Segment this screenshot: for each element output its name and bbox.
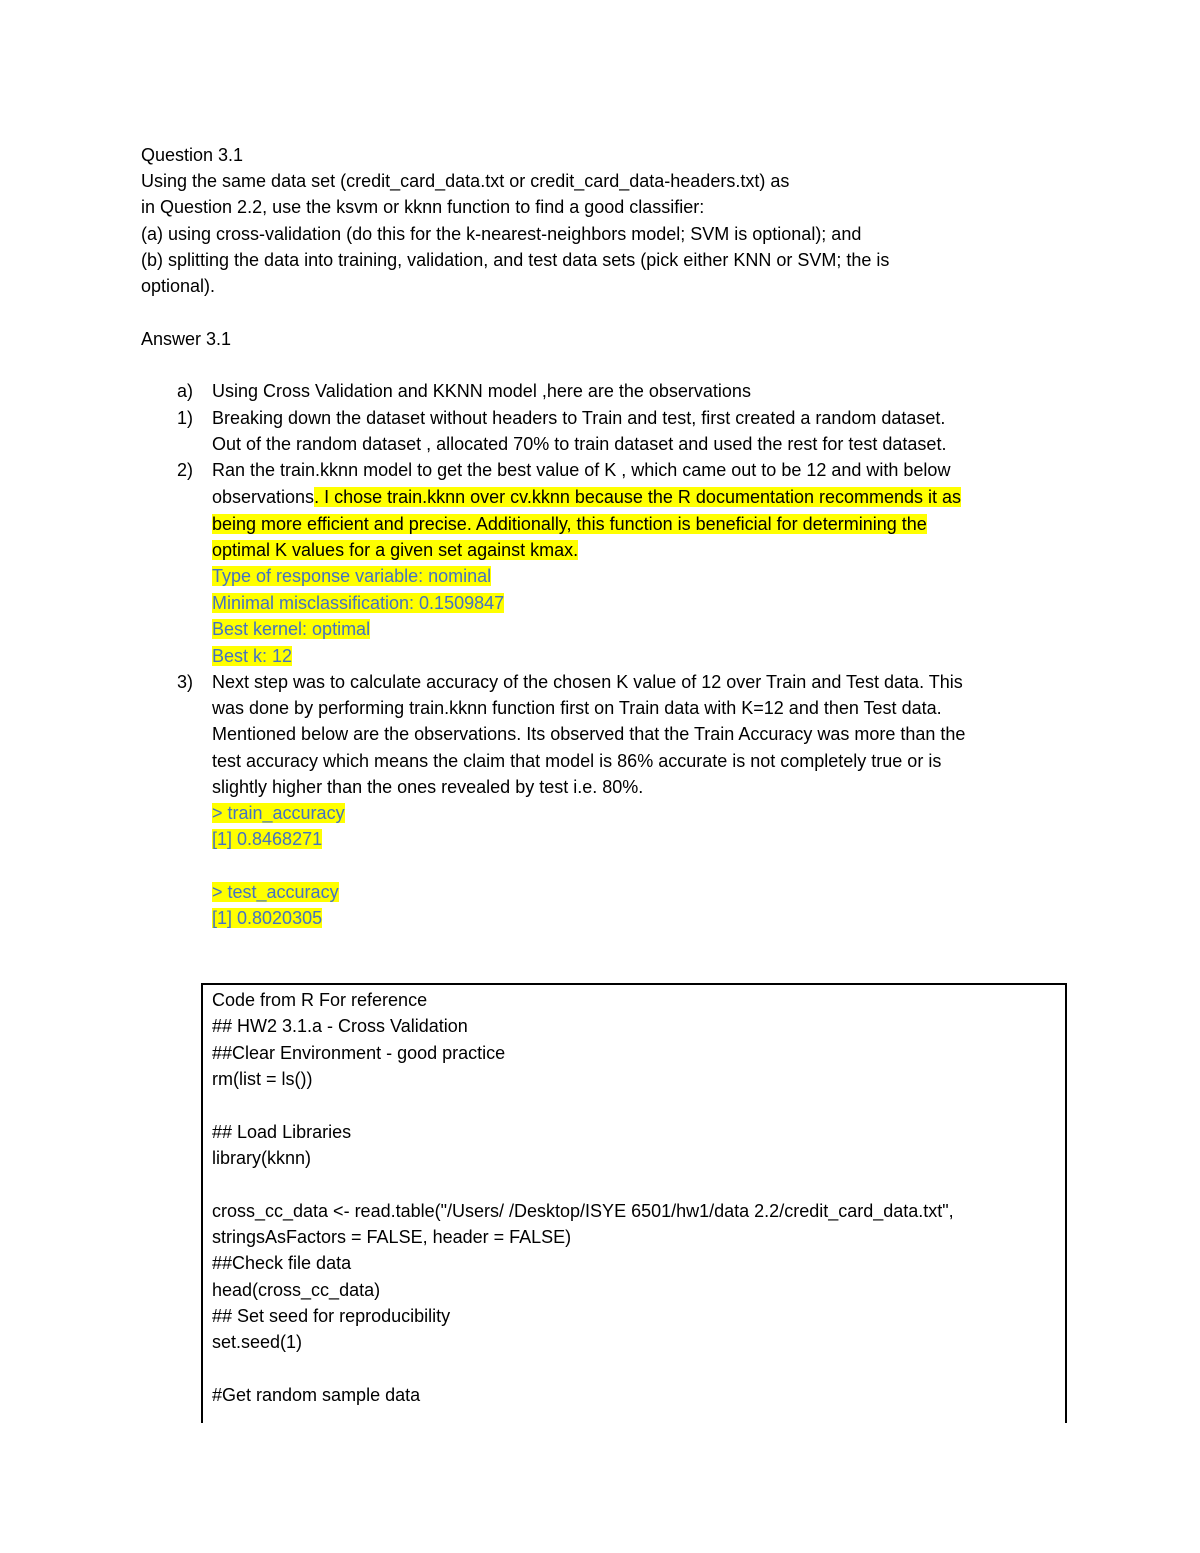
- item-3-line-1: Next step was to calculate accuracy of the chosen K value of 12 over Train and Test data. This: [212, 672, 963, 692]
- output-best-kernel: Best kernel: optimal: [212, 619, 371, 639]
- test-accuracy-command: > test_accuracy: [212, 882, 339, 902]
- code-line-1: Code from R For reference: [212, 990, 428, 1010]
- question-line-4: (b) splitting the data into training, validation, and test data sets (pick either KNN or SVM; the is: [141, 250, 890, 270]
- question-line-5: optional).: [141, 276, 216, 296]
- train-accuracy-value: [1] 0.8468271: [212, 829, 323, 849]
- answer-title: Answer 3.1: [141, 329, 232, 349]
- code-line-6: ## Load Libraries: [212, 1122, 352, 1142]
- item-3-line-5: slightly higher than the ones revealed by test i.e. 80%.: [212, 777, 644, 797]
- code-line-7: library(kknn): [212, 1148, 312, 1168]
- output-misclassification: Minimal misclassification: 0.1509847: [212, 593, 505, 613]
- code-line-10: stringsAsFactors = FALSE, header = FALSE): [212, 1227, 572, 1247]
- question-line-2: in Question 2.2, use the ksvm or kknn function to find a good classifier:: [141, 197, 705, 217]
- code-line-12: head(cross_cc_data): [212, 1280, 381, 1300]
- test-accuracy-value: [1] 0.8020305: [212, 908, 323, 928]
- output-response-type: Type of response variable: nominal: [212, 566, 492, 586]
- question-line-3: (a) using cross-validation (do this for the k-nearest-neighbors model; SVM is optional); and: [141, 224, 862, 244]
- item-2-line-2-plain: observations: [212, 487, 315, 507]
- item-1-line-2: Out of the random dataset , allocated 70% to train dataset and used the rest for test dataset.: [212, 434, 947, 454]
- item-2-line-3: [212, 511, 927, 537]
- list-marker-2: 2): [177, 460, 194, 480]
- code-line-4: rm(list = ls()): [212, 1069, 313, 1089]
- item-2-line-2: [212, 484, 961, 510]
- item-2-line-3-highlight: being more efficient and precise. Additionally, this function is beneficial for determining the: [212, 514, 927, 534]
- code-line-11: ##Check file data: [212, 1253, 352, 1273]
- list-marker-3: 3): [177, 672, 194, 692]
- code-line-13: ## Set seed for reproducibility: [212, 1306, 451, 1326]
- item-1-line-1: Breaking down the dataset without headers to Train and test, first created a random dataset.: [212, 408, 946, 428]
- code-line-16: #Get random sample data: [212, 1385, 421, 1405]
- item-a-text: Using Cross Validation and KKNN model ,here are the observations: [212, 381, 751, 401]
- list-marker-1: 1): [177, 408, 194, 428]
- list-marker-a: a): [177, 381, 194, 401]
- item-3-line-3: Mentioned below are the observations. Its observed that the Train Accuracy was more than the: [212, 724, 966, 744]
- item-3-line-2: was done by performing train.kknn function first on Train data with K=12 and then Test data.: [212, 698, 942, 718]
- item-3-line-4: test accuracy which means the claim that model is 86% accurate is not completely true or is: [212, 751, 942, 771]
- question-line-1: Using the same data set (credit_card_data.txt or credit_card_data-headers.txt) as: [141, 171, 790, 191]
- item-2-line-4-highlight: optimal K values for a given set against kmax.: [212, 540, 579, 560]
- code-line-3: ##Clear Environment - good practice: [212, 1043, 506, 1063]
- question-title: Question 3.1: [141, 145, 244, 165]
- code-line-9: cross_cc_data <- read.table("/Users/ /Desktop/ISYE 6501/hw1/data 2.2/credit_card_data.txt",: [212, 1201, 954, 1221]
- train-accuracy-command: > train_accuracy: [212, 803, 345, 823]
- item-2-line-2-highlight: . I chose train.kknn over cv.kknn because the R documentation recommends it as: [314, 487, 962, 507]
- code-line-2: ## HW2 3.1.a - Cross Validation: [212, 1016, 468, 1036]
- output-best-k: Best k: 12: [212, 646, 293, 666]
- code-line-14: set.seed(1): [212, 1332, 303, 1352]
- item-2-line-1: Ran the train.kknn model to get the best value of K , which came out to be 12 and with below: [212, 460, 951, 480]
- item-2-line-4: [212, 537, 578, 563]
